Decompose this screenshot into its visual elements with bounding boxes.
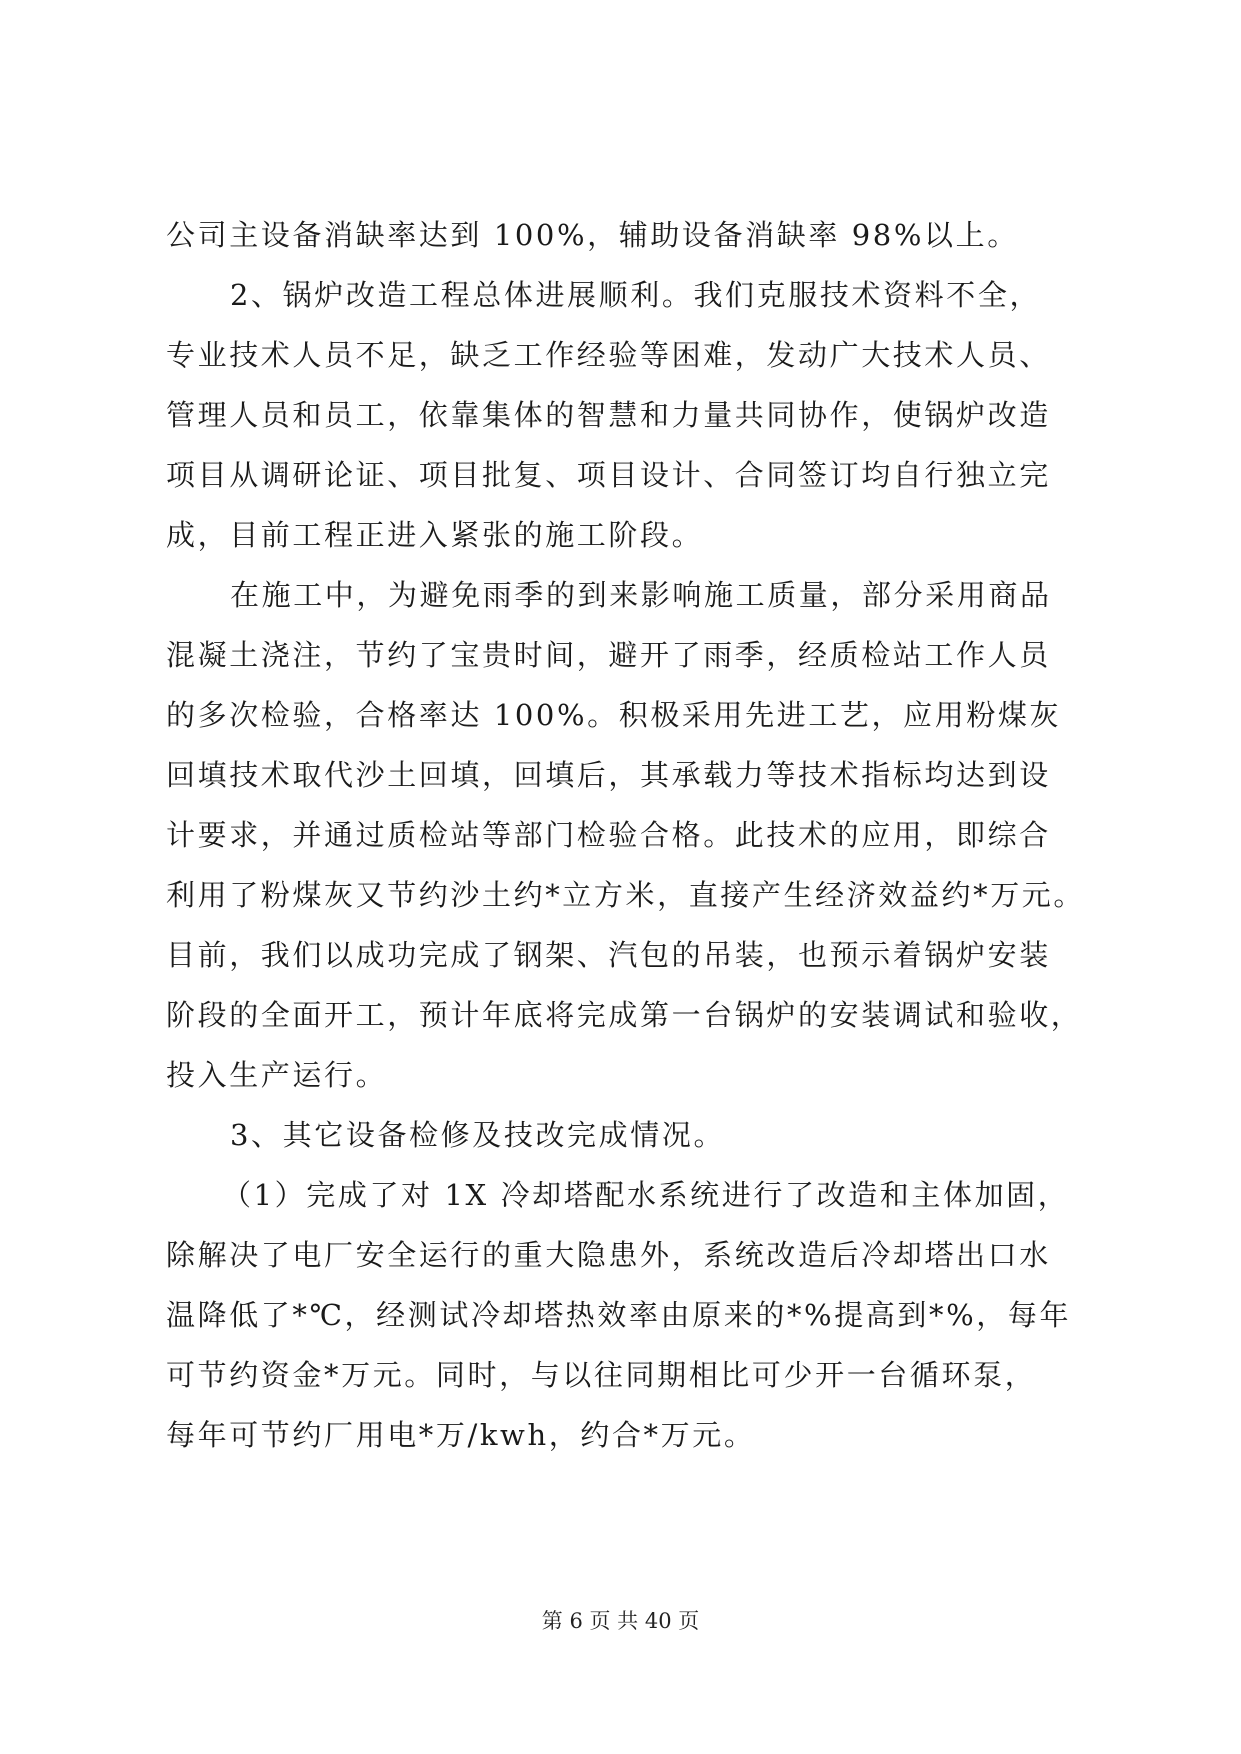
text-line-14: 阶段的全面开工，预计年底将完成第一台锅炉的安装调试和验收，	[166, 998, 1083, 1032]
text-line-9: 的多次检验，合格率达 100%。积极采用先进工艺，应用粉煤灰	[166, 698, 1062, 732]
text-line-18: 除解决了电厂安全运行的重大隐患外，系统改造后冷却塔出口水	[166, 1238, 1051, 1272]
text-line-3: 专业技术人员不足，缺乏工作经验等困难，发动广大技术人员、	[166, 338, 1051, 372]
text-line-12: 利用了粉煤灰又节约沙土约*立方米，直接产生经济效益约*万元。	[166, 878, 1086, 912]
text-line-11: 计要求，并通过质检站等部门检验合格。此技术的应用，即综合	[166, 818, 1051, 852]
text-line-10: 回填技术取代沙土回填，回填后，其承载力等技术指标均达到设	[166, 758, 1051, 792]
text-line-6: 成，目前工程正进入紧张的施工阶段。	[166, 518, 704, 552]
text-line-5: 项目从调研论证、项目批复、项目设计、合同签订均自行独立完	[166, 458, 1051, 492]
page-number-footer: 第 6 页 共 40 页	[541, 1609, 700, 1633]
text-line-15: 投入生产运行。	[166, 1058, 388, 1092]
text-line-1: 公司主设备消缺率达到 100%，辅助设备消缺率 98%以上。	[166, 218, 1019, 252]
text-line-7: 在施工中，为避免雨季的到来影响施工质量，部分采用商品	[230, 578, 1052, 612]
text-line-17: （1）完成了对 1X 冷却塔配水系统进行了改造和主体加固，	[222, 1178, 1070, 1212]
text-line-13: 目前，我们以成功完成了钢架、汽包的吊装，也预示着锅炉安装	[166, 938, 1051, 972]
text-line-8: 混凝土浇注，节约了宝贵时间，避开了雨季，经质检站工作人员	[166, 638, 1051, 672]
text-line-16: 3、其它设备检修及技改完成情况。	[230, 1118, 726, 1152]
text-line-2: 2、锅炉改造工程总体进展顺利。我们克服技术资料不全，	[230, 278, 1042, 312]
text-line-21: 每年可节约厂用电*万/kwh，约合*万元。	[166, 1418, 756, 1452]
text-line-4: 管理人员和员工，依靠集体的智慧和力量共同协作，使锅炉改造	[166, 398, 1051, 432]
text-line-20: 可节约资金*万元。同时，与以往同期相比可少开一台循环泵，	[166, 1358, 1037, 1392]
text-line-19: 温降低了*℃，经测试冷却塔热效率由原来的*%提高到*%，每年	[166, 1298, 1072, 1332]
